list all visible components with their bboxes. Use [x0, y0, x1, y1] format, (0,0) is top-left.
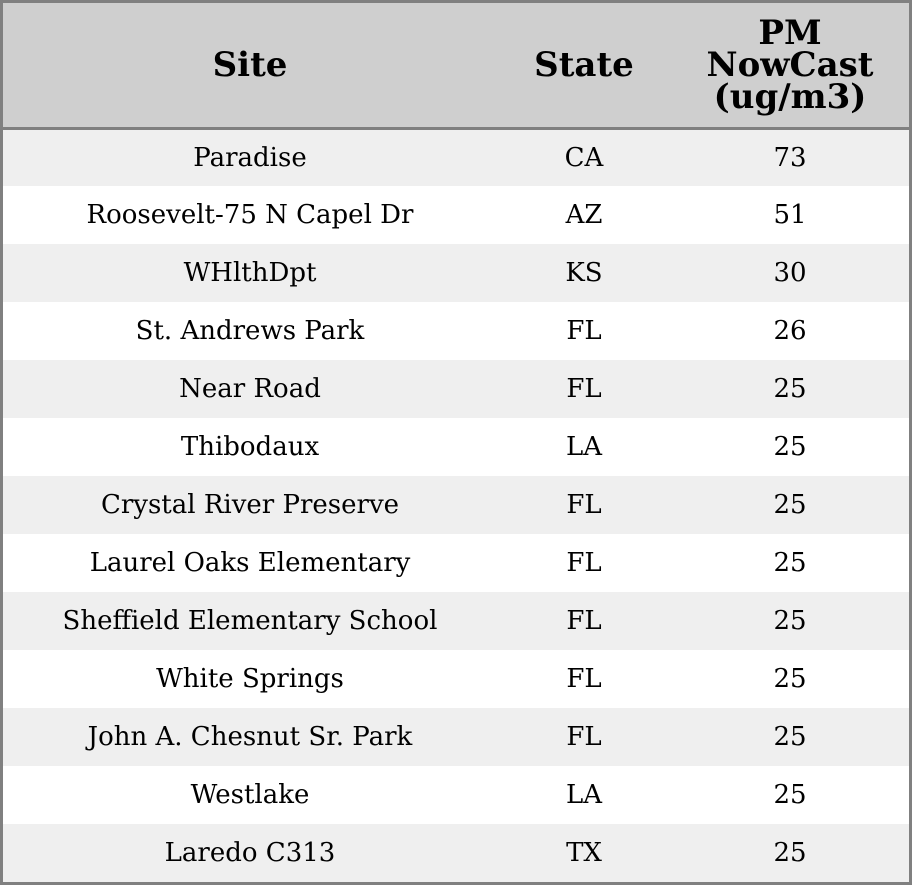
state-cell: KS — [565, 258, 603, 288]
column-header-pm-nowcast — [671, 3, 909, 128]
column-header-state: State — [497, 3, 671, 128]
table-row — [3, 650, 909, 708]
state-cell: FL — [566, 374, 602, 404]
pm-cell: 25 — [773, 722, 807, 752]
site-cell: Sheffield Elementary School — [62, 606, 438, 636]
site-cell: Near Road — [179, 374, 321, 404]
header-row — [3, 3, 909, 128]
pm-cell: 26 — [773, 316, 807, 346]
table-row — [3, 418, 909, 476]
state-cell: LA — [565, 780, 603, 810]
table-row — [3, 534, 909, 592]
pm-cell: 25 — [773, 548, 807, 578]
state-cell: CA — [564, 142, 604, 173]
table-row — [3, 244, 909, 302]
pm-cell: 25 — [773, 374, 807, 404]
table-row — [3, 360, 909, 418]
table-row — [3, 708, 909, 766]
table-row — [3, 186, 909, 244]
site-cell: Laurel Oaks Elementary — [89, 548, 411, 578]
table-row — [3, 824, 909, 882]
column-header-pm-line3: (ug/m3) — [713, 76, 867, 117]
state-cell: FL — [566, 490, 602, 520]
site-cell: Crystal River Preserve — [100, 490, 400, 520]
column-header-pm-line1: PM — [758, 12, 822, 53]
site-cell: John A. Chesnut Sr. Park — [87, 722, 413, 752]
pm-cell: 25 — [773, 838, 807, 868]
state-cell: FL — [566, 316, 602, 346]
site-cell: Roosevelt-75 N Capel Dr — [86, 200, 414, 230]
column-header-site: Site — [3, 3, 497, 128]
state-cell: LA — [565, 432, 603, 462]
pm-cell: 30 — [773, 258, 807, 288]
pm-nowcast-table — [3, 3, 909, 882]
pm-cell: 25 — [773, 432, 807, 462]
site-cell: Laredo C313 — [164, 838, 336, 868]
pm-cell: 25 — [773, 664, 807, 694]
table-header — [3, 3, 909, 128]
table-body — [3, 128, 909, 882]
site-cell: St. Andrews Park — [135, 316, 365, 346]
state-cell: FL — [566, 548, 602, 578]
table-row — [3, 766, 909, 824]
site-cell: Westlake — [190, 780, 310, 810]
state-cell: TX — [566, 838, 602, 868]
table-row — [3, 592, 909, 650]
table-row — [3, 302, 909, 360]
state-cell: FL — [566, 664, 602, 694]
state-cell: FL — [566, 606, 602, 636]
pm-cell: 73 — [773, 142, 807, 173]
table-row — [3, 476, 909, 534]
column-header-pm-line2: NowCast — [706, 44, 874, 85]
site-cell: Paradise — [193, 142, 307, 173]
pm-cell: 25 — [773, 606, 807, 636]
table-row — [3, 128, 909, 186]
site-cell: White Springs — [156, 664, 344, 694]
pm-cell: 25 — [773, 490, 807, 520]
site-cell: WHlthDpt — [183, 258, 317, 288]
pm-cell: 51 — [773, 200, 807, 230]
state-cell: AZ — [565, 200, 603, 230]
site-cell: Thibodaux — [180, 432, 320, 462]
state-cell: FL — [566, 722, 602, 752]
pm-cell: 25 — [773, 780, 807, 810]
